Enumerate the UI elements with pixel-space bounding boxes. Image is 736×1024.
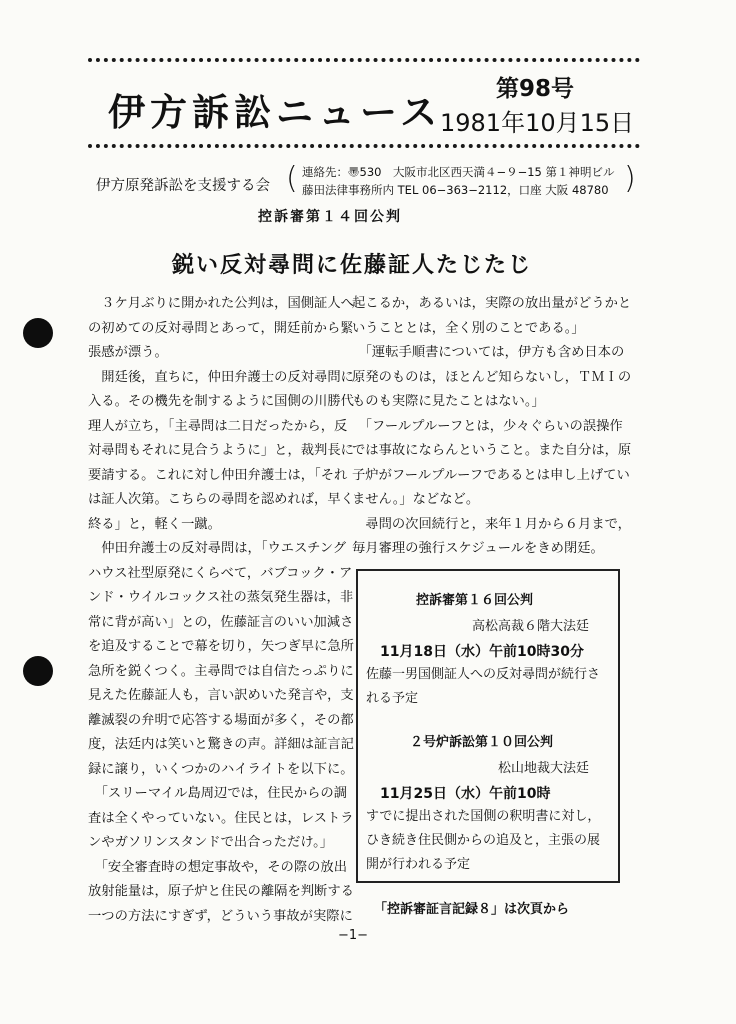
paragraph: 「フールプルーフとは，少々ぐらいの誤操作では事故にならんということ。また自分は，原子炉がフールプルーフであるとは申し上げていません。」などなど。 — [352, 418, 632, 507]
schedule-1-title: 控訴審第１６回公判 — [416, 593, 534, 608]
publisher-name: 伊方原発訴訟を支援する会 — [96, 178, 270, 194]
paragraph: 「運転手順書については，伊方も含め日本の原発のものは，ほとんど知らないし，ＴＭＩのものも実際に見たことはない。」 — [352, 345, 632, 409]
paragraph: ３ケ月ぶりに開かれた公判は，国側証人への初めての反対尋問とあって，開廷前から緊張感が漂う。 — [88, 296, 354, 360]
paragraph: 尋問の次回続行と，来年１月から６月まで，毎月審理の強行スケジュールをきめ閉廷。 — [352, 516, 631, 556]
section-heading: 控訴審第１４回公判 — [258, 209, 402, 225]
binder-hole-bottom — [23, 656, 53, 686]
schedule-2-title: ２号炉訴訟第１０回公判 — [410, 735, 554, 750]
article-right-column — [352, 292, 634, 562]
issue-number: 第98号 — [496, 76, 575, 102]
contact-bracket-left: ( — [286, 161, 298, 196]
paragraph: 起こるか，あるいは，実際の放出量がどうかということとは，全く別のことである。」 — [352, 296, 632, 336]
paragraph: 仲田弁護士の反対尋問は，「ウエスチングハウス社型原発にくらべて，バブコック・アンド・ウイルコックス社の蒸気発生器は，非常に背が高い」との，佐藤証言のいい加減さを追及することで幕を切り，矢つぎ早に急所急所を鋭くつく。主尋問では自信たっぷりに見えた佐藤証人も，言い訳めいた発言や，支離滅裂の弁明で応答する場面が多く，その都度，法廷内は笑いと驚きの声。詳細は証言記録に譲り，いくつかのハイライトを以下に。 — [88, 541, 354, 777]
contact-bracket-right: ) — [624, 161, 636, 196]
schedule-2-venue: 松山地裁大法廷 — [498, 761, 590, 776]
paragraph: 「安全審査時の想定事故や，その際の放出放射能量は，原子炉と住民の離隔を判断する一つの方法にすぎず，どういう事故が実際に — [88, 859, 354, 924]
contact-address: 連絡先：〠530 大阪市北区西天満４−９−15 第１神明ビル — [302, 165, 615, 179]
schedule-2-datetime: 11月25日（水）午前10時 — [380, 786, 551, 802]
masthead-bottom-rule — [88, 144, 640, 148]
issue-date: 1981年10月15日 — [440, 109, 635, 137]
contact-phone-account: 藤田法律事務所内 TEL 06−363−2112，口座 大阪 48780 — [302, 183, 609, 197]
continuation-note: 「控訴審証言記録８」は次頁から — [374, 902, 570, 917]
page-number: −1− — [338, 928, 369, 943]
masthead-top-rule — [88, 58, 640, 62]
schedule-1-datetime: 11月18日（水）午前10時30分 — [380, 644, 584, 660]
article-headline: 鋭い反対尋問に佐藤証人たじたじ — [172, 253, 533, 278]
schedule-box — [356, 569, 620, 883]
schedule-1-note: 佐藤一男国側証人への反対尋問が続行される予定 — [366, 667, 601, 706]
paragraph: 開廷後，直ちに，仲田弁護士の反対尋問に入る。その機先を制するように国側の川勝代理人が立ち，「主尋問は二日だったから，反対尋問もそれに見合うように」と，裁判長に要請する。これに対し仲田弁護士は，「それは証人次第。こちらの尋問を認めれば，早く終る」と，軽く一蹴。 — [88, 369, 354, 532]
article-left-column — [88, 292, 358, 929]
newsletter-title: 伊方訴訟ニュース — [108, 91, 443, 134]
paragraph: 「スリーマイル島周辺では，住民からの調査は全くやっていない。住民とは，レストランやガソリンスタンドで出合っただけ。」 — [88, 786, 354, 850]
binder-hole-top — [23, 318, 53, 348]
schedule-2-note: すでに提出された国側の釈明書に対し，ひき続き住民側からの追及と，主張の展開が行われる予定 — [366, 809, 601, 872]
schedule-1-venue: 高松高裁６階大法廷 — [472, 619, 590, 634]
